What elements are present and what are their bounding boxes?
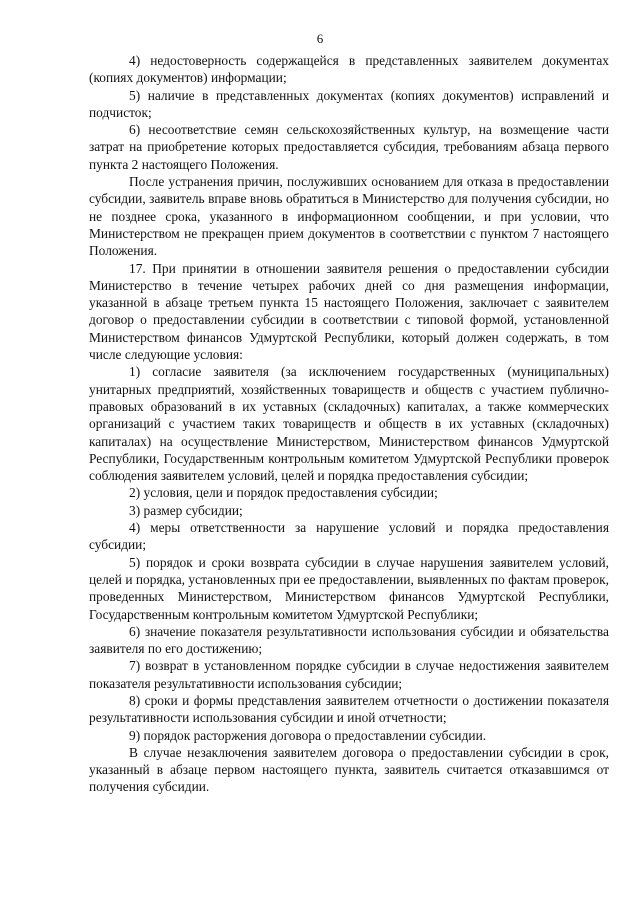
paragraph-condition-3-amount: 3) размер субсидии; [129, 502, 243, 518]
paragraph-condition-8-reporting: 8) сроки и формы представления заявителем отчетности о достижении показателя результативности использования субсидии и иной отчетности; [89, 692, 609, 726]
paragraph-refusal: В случае незаключения заявителем договора о предоставлении субсидии в срок, указанный в абзаце первом настоящего пункта, заявитель считается отказавшимся от получения субсидии. [89, 744, 609, 795]
paragraph-reapplication: После устранения причин, послуживших основанием для отказа в предоставлении субсидии, заявитель вправе вновь обратиться в Министерство для получения субсидии, но не позднее срока, указанного в информационном сообщении, и при условии, что Министерством не прекращен прием документов в соответствии с пунктом 7 настоящего Положения. [89, 174, 609, 259]
paragraph-clause-17: 17. При принятии в отношении заявителя решения о предоставлении субсидии Министерство в течение четырех рабочих дней со дня размещения информации, указанной в абзаце третьем пункта 15 настоящего Положения, заключает с заявителем договор о предоставлении субсидии в соответствии с типовой формой, установленной Министерством финансов Удмуртской Республики, который должен содержать, в том числе следующие условия: [89, 260, 609, 363]
paragraph-condition-9-termination: 9) порядок расторжения договора о предоставлении субсидии. [129, 727, 487, 743]
paragraph-item-6-seed-mismatch: 6) несоответствие семян сельскохозяйственных культур, на возмещение части затрат на приобретение которых предоставляется субсидия, требованиям абзаца первого пункта 2 настоящего Положения. [89, 122, 609, 172]
paragraph-condition-7-return: 7) возврат в установленном порядке субсидии в случае недостижения заявителем показателя результативности использования субсидии; [89, 658, 609, 691]
paragraph-condition-5-refund: 5) порядок и сроки возврата субсидии в случае нарушения заявителем условий, целей и порядка, установленных при ее предоставлении, выявленных по фактам проверок, проведенных Министерством, Министерством финансов Удмуртской Республики, Государственным контрольным комитетом Удмуртской Республики; [89, 554, 609, 622]
paragraph-condition-6-indicator: 6) значение показателя результативности использования субсидии и обязательства заявителя по его достижению; [89, 623, 609, 657]
paragraph-condition-4-liability: 4) меры ответственности за нарушение условий и порядка предоставления субсидии; [89, 520, 609, 553]
paragraph-item-4-unreliable-info: 4) недостоверность содержащейся в представленных заявителем документах (копиях документов) информации; [89, 53, 609, 86]
paragraph-condition-1-consent: 1) согласие заявителя (за исключением государственных (муниципальных) унитарных предприятий, хозяйственных товариществ и обществ с участием публично-правовых образований в их уставных (складочных) капиталах, а также коммерческих организаций с участием таких товариществ и обществ в их уставных (складочных) капиталах) на осуществление Министерством, Министерством финансов Удмуртской Республики, Государственным контрольным комитетом Удмуртской Республики проверок соблюдения заявителем условий, целей и порядка предоставления субсидии; [89, 364, 609, 484]
paragraph-item-5-corrections: 5) наличие в представленных документах (копиях документов) исправлений и подчисток; [89, 87, 609, 120]
page-number: 6 [316, 31, 324, 46]
paragraph-condition-2-terms: 2) условия, цели и порядок предоставления субсидии; [129, 485, 438, 501]
document-body [89, 52, 609, 796]
